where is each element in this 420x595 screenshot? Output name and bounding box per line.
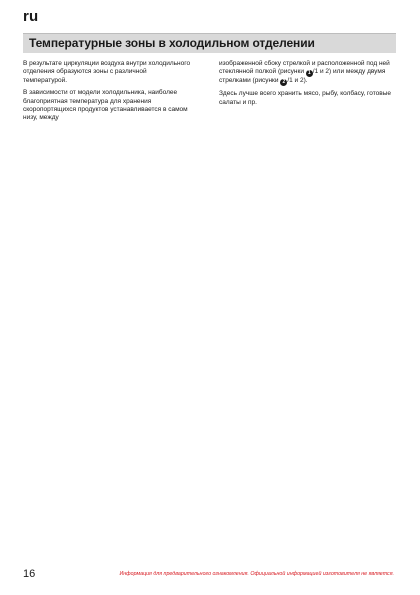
page-number: 16	[23, 568, 36, 580]
language-code: ru	[23, 8, 39, 25]
figure-1-circled-number: 1	[306, 70, 313, 77]
disclaimer-note: Информация для предварительного ознакомления. Официальной информацией изготовителя не является.	[119, 571, 394, 577]
right-column	[219, 60, 395, 111]
left-column	[23, 60, 191, 127]
section-title-bar	[23, 33, 396, 53]
figure-2-circled-number: 2	[280, 79, 287, 86]
section-title: Температурные зоны в холодильном отделении	[29, 36, 315, 50]
paragraph-model-dependence: В зависимости от модели холодильника, наиболее благоприятная температура для хранения скоропортящихся продуктов устанавливается в самом низу, между	[23, 89, 188, 122]
paragraph-circulation: В результате циркуляции воздуха внутри холодильного отделения образуются зоны с различной температурой.	[23, 60, 191, 84]
paragraph-storage-advice: Здесь лучше всего хранить мясо, рыбу, колбасу, готовые салаты и пр.	[219, 90, 392, 106]
text-fragment: /1 и 2).	[287, 77, 308, 85]
paragraph-figure-reference	[219, 60, 395, 86]
text-fragment: изображенной сбоку стрелкой и расположенной под ней стеклянной полкой (рисунки	[219, 60, 390, 76]
text-fragment: /1 и 2) или между двумя стрелками (рисунки	[219, 68, 386, 85]
